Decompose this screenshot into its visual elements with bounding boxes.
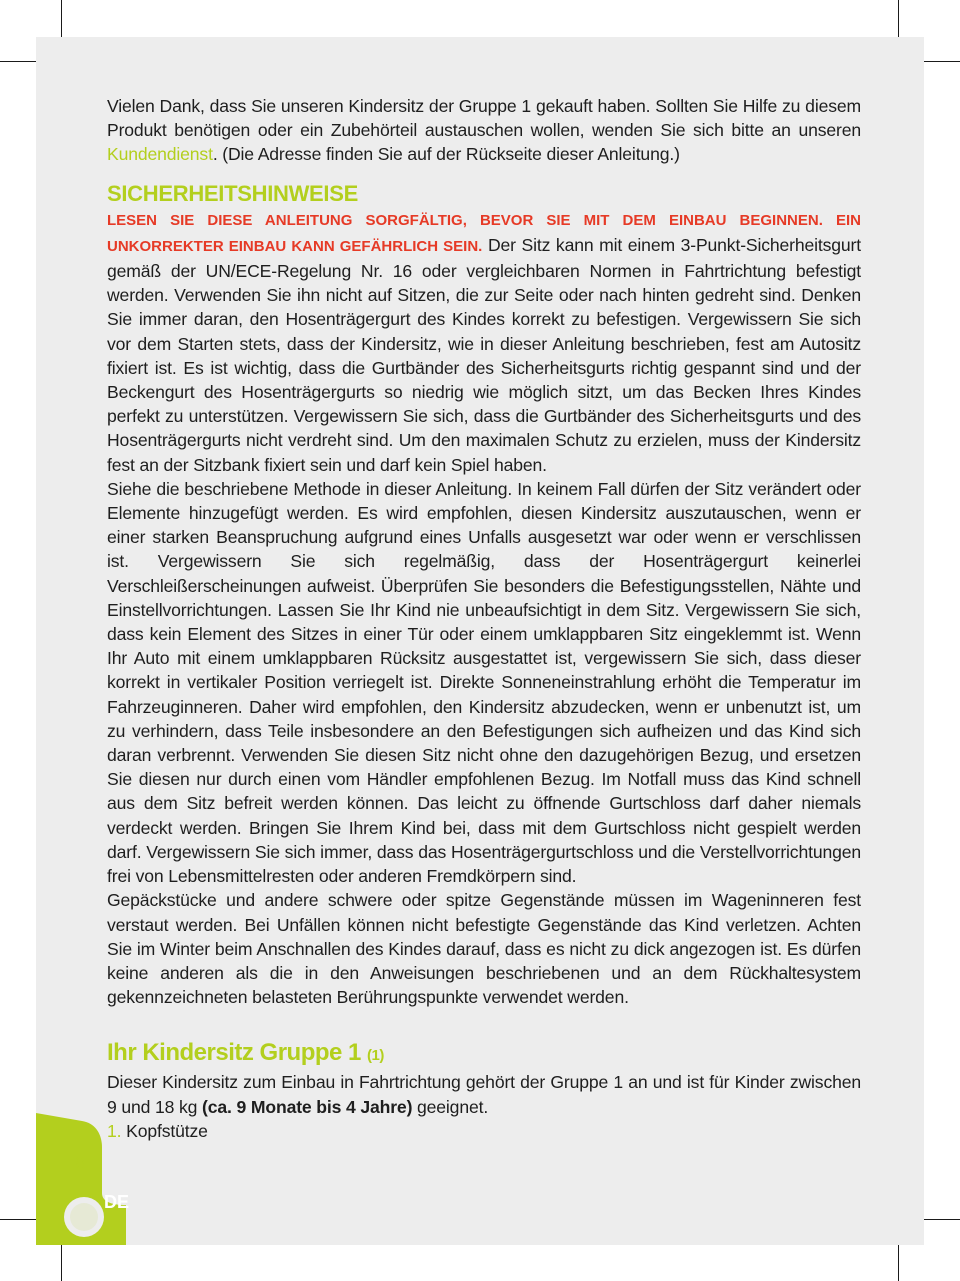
list-item-number: 1. (107, 1120, 122, 1141)
crop-mark (0, 1219, 36, 1220)
age-range: (ca. 9 Monate bis 4 Jahre) (202, 1096, 413, 1117)
safety-paragraph-2: Siehe die beschriebene Methode in dieser Anleitung. In keinem Fall dürfen der Sitz verändert oder Elemente hinzugefügt werden. Es wird empfohlen, diesen Kindersitz auszutauschen, wenn er einer starken Beanspruchung aufgrund eines Unfalls ausgesetzt war oder wenn er verschlissen ist. Vergewissern Sie sich regelmäßig, dass der Hosenträgergurt keinerlei Verschleißerscheinungen aufweist. Überprüfen Sie besonders die Befestigungsstellen, Nähte und Einstellvorrichtungen. Lassen Sie Ihr Kind nie unbeaufsichtigt in dem Sitz. Vergewissern Sie sich, dass kein Element des Sitzes in einer Tür oder einem umklappbaren Sitz eingeklemmt ist. Wenn Ihr Auto mit einem umklappbaren Rücksitz ausgestattet ist, vergewissern Sie sich, dass dieser korrekt in vertikaler Position verriegelt ist. Direkte Sonneneinstrahlung erhöht die Temperatur im Fahrzeuginneren. Daher wird empfohlen, den Kindersitz abzudecken, wenn er unbenutzt ist, um zu verhindern, dass Teile insbesondere an den Befestigungen sich aufheizen und das Kind sich daran verbrennt. Verwenden Sie diesen Sitz nicht ohne den dazugehörigen Bezug, und ersetzen Sie diesen nur durch einen vom Händler empfohlenen Bezug. Im Notfall muss das Kind schnell aus dem Sitz befreit werden können. Das leicht zu öffnende Gurtschloss darf daher niemals verdeckt werden. Bringen Sie Ihrem Kind bei, dass mit dem Gurtschloss nicht gespielt werden darf. Vergewissern Sie sich immer, dass das Hosenträgergurtschloss und die Verstellvorrichtungen frei von Lebensmittelresten oder anderen Fremdkörpern sind. (107, 478, 861, 887)
intro-text-end: . (Die Adresse finden Sie auf der Rückseite dieser Anleitung.) (212, 144, 680, 165)
page-content (107, 94, 861, 1143)
safety-text: Der Sitz kann mit einem 3-Punkt-Sicherheitsgurt gemäß der UN/ECE-Regelung Nr. 16 oder vergleichbaren Normen in Fahrtrichtung befestigt werden. Verwenden Sie ihn nicht auf Sitzen, die zur Seite oder nach hinten gedreht sind. Denken Sie immer daran, den Hosenträgergurt des Kindes korrekt zu befestigen. Vergewissern Sie sich vor dem Starten stets, dass der Kindersitz, wie in dieser Anleitung beschrieben, fest am Autositz fixiert ist. Es ist wichtig, dass die Gurtbänder des Sicherheitsgurts richtig gespannt sind und der Beckengurt des Hosenträgergurts so niedrig wie möglich sitzt, um das Becken Ihres Kindes perfekt zu unterstützen. Vergewissern Sie sich, dass die Gurtbänder des Sicherheitsgurts und des Hosenträgergurts nicht verdreht sind. Um den maximalen Schutz zu erzielen, muss der Kindersitz fest an der Sitzbank fixiert sein und darf kein Spiel haben. (107, 234, 861, 475)
intro-text: Vielen Dank, dass Sie unseren Kindersitz der Gruppe 1 gekauft haben. Sollten Sie Hilfe zu diesem Produkt benötigen oder ein Zubehörteil austauschen wollen, wenden Sie sich bitte an unseren (107, 96, 861, 141)
page-badge-shape (36, 1113, 126, 1245)
parts-list-item (107, 1119, 861, 1143)
group-heading-text: Ihr Kindersitz Gruppe 1 (107, 1039, 361, 1067)
group-text-end: geeignet. (412, 1096, 489, 1117)
crop-mark (924, 1219, 960, 1220)
group-heading (107, 1039, 861, 1070)
language-code: DE (104, 1192, 130, 1212)
page-number: 8 (75, 1153, 85, 1172)
intro-paragraph (107, 94, 861, 167)
crop-mark (924, 61, 960, 62)
group-paragraph (107, 1070, 861, 1118)
safety-paragraph-3: Gepäckstücke und andere schwere oder spitze Gegenstände müssen im Wageninneren fest verstaut werden. Bei Unfällen können nicht befestigte Gegenstände das Kind verletzen. Achten Sie im Winter beim Anschnallen des Kindes darauf, dass es nicht zu dick angezogen ist. Es dürfen keine anderen als die in den Anweisungen beschriebenen und an dem Rückhaltesystem gekennzeichneten belasteten Berührungspunkte verwendet werden. (107, 890, 861, 1008)
safety-heading: SICHERHEITSHINWEISE (107, 180, 358, 206)
safety-paragraph-1 (107, 207, 861, 477)
group-text: Dieser Kindersitz zum Einbau in Fahrtrichtung gehört der Gruppe 1 an und ist für Kinder zwischen 9 und 18 kg (107, 1072, 861, 1117)
crop-mark (0, 61, 36, 62)
group-heading-number: (1) (367, 1047, 384, 1065)
list-item-label: Kopfstütze (126, 1120, 208, 1141)
safety-warning: LESEN SIE DIESE ANLEITUNG SORGFÄLTIG, BEVOR SIE MIT DEM EINBAU BEGINNEN. EIN UNKORREKTER EINBAU KANN GEFÄHRLICH SEIN. (107, 211, 861, 255)
customer-service-link[interactable]: Kundendienst (107, 144, 213, 165)
